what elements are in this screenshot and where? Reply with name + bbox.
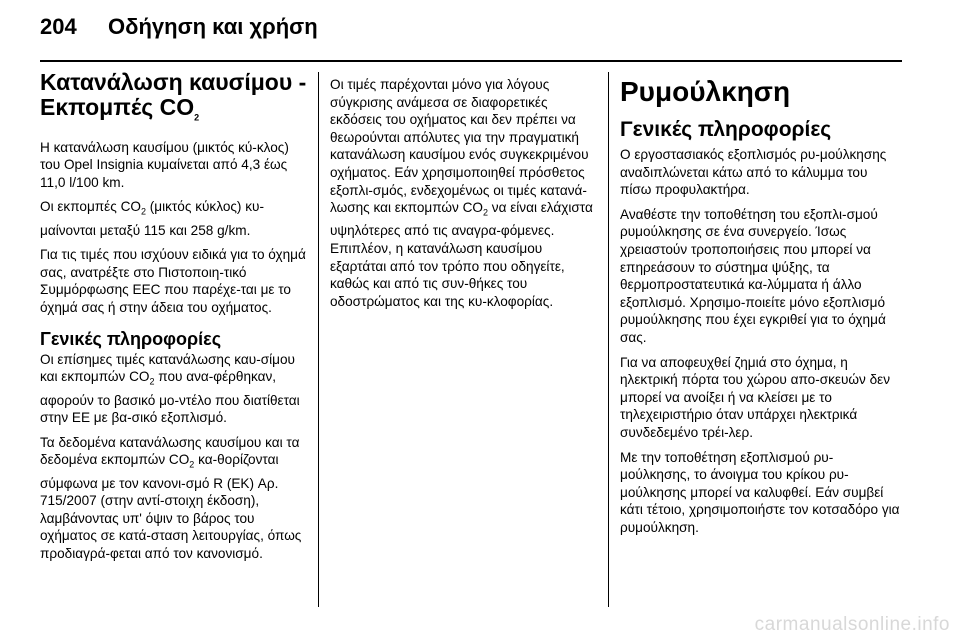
paragraph-consumption-range: Η κατανάλωση καυσίμου (μικτός κύ-κλος) του Opel Insignia κυμαίνεται από 4,3 έως 11,0 l/100 km. (40, 139, 289, 190)
paragraph-factory-equipment: Ο εργοστασιακός εξοπλισμός ρυ-μούλκησης αναδιπλώνεται κάτω από το κάλυμμα του πίσω προφυλακτήρα. (620, 147, 887, 198)
heading-line-2: Εκπομπές CO (40, 94, 195, 120)
subscript: 2 (189, 460, 195, 471)
paragraph-certificate: Για τις τιμές που ισχύουν ειδικά για το όχημά σας, ανατρέξτε στο Πιστοποιη-τικό Συμμόρφωσης EEC που παρέχε-ται με το όχημά σας ή στην άδεια του οχήματος. (40, 247, 306, 316)
paragraph-tailgate: Για να αποφευχθεί ζημιά στο όχημα, η ηλεκτρική πόρτα του χώρου απο-σκευών δεν μπορεί να ανοίξει ή να κλείσει με το τηλεχειριστήριο όταν υπάρχει ηλεκτρικά συνδεδεμένο τρέι-λερ. (620, 354, 891, 440)
column-divider-2 (608, 72, 609, 607)
paragraph-comparison (330, 76, 600, 310)
text: Οι επίσημες τιμές κατανάλωσης καυ-σίμου και εκπομπών CO (40, 351, 295, 385)
text: Οι τιμές παρέχονται μόνο για λόγους σύγκρισης ανάμεσα σε διαφορετικές εκδόσεις του οχήματος και δεν πρέπει να θεωρούνται απόλυτες για την πραγματική κατανάλωση καυσίμου ενός συγκεκριμένου οχήματος. Εάν χρησιμοποιηθεί πρόσθετος εξοπλι-σμός, ενδεχομένως οι τιμές κατανά-λωσης και εκπομπών CO (330, 77, 589, 216)
text: Τα δεδομένα κατανάλωσης καυσίμου και τα δεδομένα εκπομπών CO (40, 434, 300, 468)
subheading-general-info: Γενικές πληροφορίες (40, 328, 222, 349)
section-heading-consumption (40, 70, 310, 131)
column-3 (620, 76, 902, 543)
subscript: 2 (482, 207, 488, 218)
subscript: 2 (149, 376, 155, 387)
header-rule (40, 60, 902, 62)
column-1 (40, 70, 310, 570)
text: που ανα-φέρθηκαν, αφορούν το βασικό μο-ντέλο που διατίθεται στην ΕΕ με βα-σικό εξοπλισμό. (40, 369, 300, 426)
paragraph-emissions-range (40, 198, 310, 239)
column-divider-1 (318, 72, 319, 607)
text: (μικτός κύκλος) κυ-μαίνονται μεταξύ 115 και 258 g/km. (40, 199, 264, 238)
text: κα-θορίζονται σύμφωνα με τον κανονι-σμό R (EK) Αρ. 715/2007 (στην αντί-στοιχη έκδοση), λαμβάνοντας υπ' όψιν το βάρος του οχήματος σε κατά-σταση λειτουργίας, όπως προδιαγρά-φεται από τον κανονισμό. (40, 452, 302, 562)
page-number: 204 (40, 14, 77, 39)
section-heading-towing: Ρυμούλκηση (620, 76, 791, 107)
text: Οι εκπομπές CO (40, 199, 141, 215)
subscript: 2 (140, 207, 146, 218)
paragraph-regulation (40, 434, 310, 563)
running-title: Οδήγηση και χρήση (108, 14, 318, 39)
watermark: carmanualsonline.info (754, 614, 950, 635)
heading-subscript: 2 (194, 112, 200, 123)
paragraph-official-values (40, 351, 310, 427)
text: να είναι ελάχιστα υψηλότερες από τις αναγρα-φόμενες. Επιπλέον, η κατανάλωση καυσίμου εξαρτάται από τον τρόπο που οδηγείτε, καθώς και από τις συν-θήκες του οδοστρώματος και της κυ-κλοφορίας. (330, 200, 593, 309)
paragraph-towing-eye: Με την τοποθέτηση εξοπλισμού ρυ-μούλκησης, το άνοιγμα του κρίκου ρυ-μούλκησης μπορεί να καλυφθεί. Εάν συμβεί κάτι τέτοιο, χρησιμοποιήστε τον κοτσαδόρο για ρυμούλκηση. (620, 449, 900, 535)
heading-line-1: Κατανάλωση καυσίμου - (40, 69, 307, 95)
paragraph-installation: Αναθέστε την τοποθέτηση του εξοπλι-σμού ρυμούλκησης σε ένα συνεργείο. Ίσως χρειαστούν τροποποιήσεις που μπορεί να επηρεάσουν το σύστημα ψύξης, τα θερμοπροστατευτικά κα-λύμματα ή άλλο εξοπλισμό. Χρησιμο-ποιείτε μόνο εξοπλισμό ρυμούλκησης που έχει εγκριθεί για το όχημά σας. (620, 206, 886, 345)
subheading-general-info-towing: Γενικές πληροφορίες (620, 118, 832, 141)
column-2 (330, 76, 600, 317)
